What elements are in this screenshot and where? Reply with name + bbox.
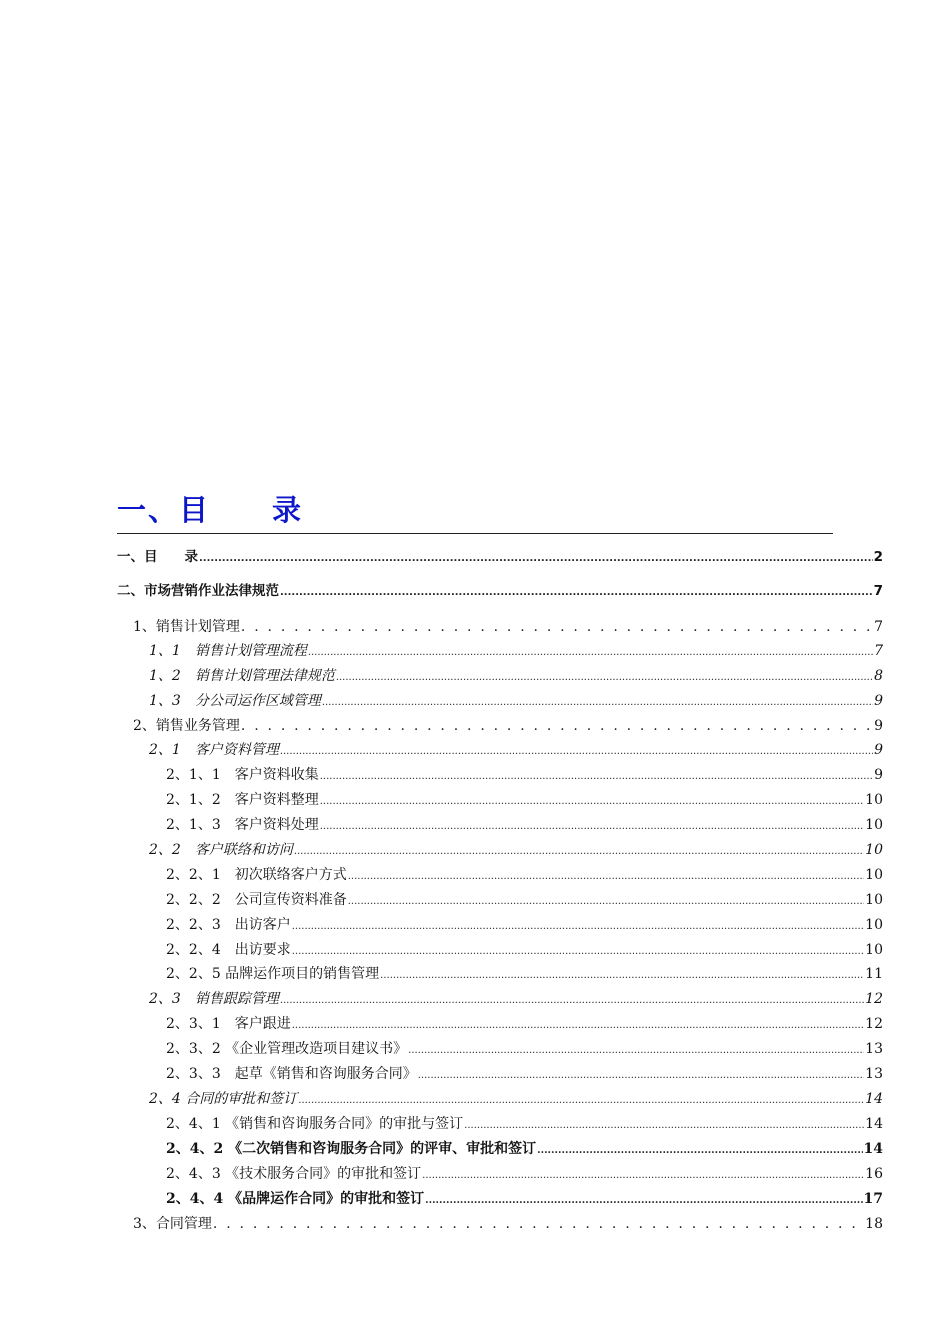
toc-entry[interactable]	[166, 1063, 883, 1085]
toc-entry[interactable]	[166, 789, 883, 811]
toc-entry[interactable]	[166, 764, 883, 786]
toc-entry-page: 7	[873, 583, 883, 599]
toc-entry-page: 14	[865, 1091, 883, 1107]
toc-leader	[241, 715, 873, 737]
toc-entry-page: 9	[874, 767, 883, 783]
toc-leader	[418, 1065, 864, 1087]
toc-entry-label: 2、3、1 客户跟进	[166, 1016, 291, 1032]
toc-entry-label: 2、2、1 初次联络客户方式	[166, 867, 347, 883]
toc-leader	[292, 1015, 864, 1037]
toc-leader	[294, 841, 864, 863]
toc-leader	[280, 990, 864, 1012]
toc-leader	[298, 1090, 864, 1112]
toc-entry-label: 2、4 合同的审批和签订	[149, 1091, 298, 1107]
toc-entry-page: 10	[865, 917, 883, 933]
toc-leader	[199, 548, 873, 570]
toc-entry-label: 2、3、2 《企业管理改造项目建议书》	[166, 1041, 408, 1057]
toc-entry[interactable]	[149, 665, 883, 687]
toc-entry-page: 13	[865, 1041, 883, 1057]
toc-entry-label: 2、销售业务管理	[133, 718, 240, 734]
toc-leader	[292, 941, 864, 963]
toc-entry[interactable]	[166, 889, 883, 911]
toc-leader	[280, 582, 873, 604]
toc-entry-label: 2、2 客户联络和访问	[149, 842, 293, 858]
toc-entry-label: 2、4、4 《品牌运作合同》的审批和签订	[166, 1191, 425, 1207]
toc-entry-label: 2、3、3 起草《销售和咨询服务合同》	[166, 1066, 417, 1082]
toc-leader	[348, 866, 864, 888]
toc-leader	[308, 642, 873, 664]
toc-entry-label: 二、市场营销作业法律规范	[117, 583, 279, 599]
toc-entry-page: 7	[874, 619, 883, 635]
toc-entry-page: 8	[874, 668, 883, 684]
toc-entry-page: 13	[865, 1066, 883, 1082]
toc-entry[interactable]	[166, 1188, 883, 1210]
toc-entry-label: 2、2、4 出访要求	[166, 942, 291, 958]
toc-entry-label: 2、1 客户资料管理	[149, 742, 279, 758]
toc-entry[interactable]	[166, 939, 883, 961]
toc-entry[interactable]	[166, 864, 883, 886]
toc-entry-label: 2、3 销售跟踪管理	[149, 991, 279, 1007]
toc-leader	[336, 667, 873, 689]
toc-entry[interactable]	[149, 988, 883, 1010]
toc-entry-page: 9	[874, 693, 883, 709]
toc-entry-label: 3、合同管理	[133, 1216, 212, 1232]
toc-entry-page: 10	[865, 842, 883, 858]
toc-entry-label: 2、1、1 客户资料收集	[166, 767, 319, 783]
toc-entry-page: 12	[865, 1016, 883, 1032]
toc-entry-page: 11	[865, 966, 883, 982]
toc-leader	[464, 1115, 864, 1137]
toc-entry[interactable]	[117, 546, 883, 568]
toc-leader	[280, 741, 873, 763]
toc-entry-label: 2、4、1 《销售和咨询服务合同》的审批与签订	[166, 1116, 464, 1132]
toc-leader	[537, 1140, 862, 1162]
toc-entry-label: 2、4、2 《二次销售和咨询服务合同》的评审、审批和签订	[166, 1141, 537, 1157]
toc-entry-label: 2、1、2 客户资料整理	[166, 792, 319, 808]
toc-leader	[213, 1213, 864, 1235]
toc-entry-label: 1、1 销售计划管理流程	[149, 643, 307, 659]
toc-leader	[348, 891, 864, 913]
toc-leader	[320, 791, 864, 813]
toc-entry[interactable]	[133, 616, 883, 638]
toc-entry-page: 17	[863, 1191, 883, 1207]
toc-entry-page: 14	[863, 1141, 883, 1157]
toc-leader	[408, 1040, 864, 1062]
toc-entry[interactable]	[166, 1138, 883, 1160]
toc-leader	[380, 965, 864, 987]
toc-entry[interactable]	[166, 914, 883, 936]
toc-entry-page: 10	[865, 867, 883, 883]
toc-entry-page: 16	[865, 1166, 883, 1182]
toc-entry-page: 9	[874, 718, 883, 734]
toc-leader	[422, 1165, 864, 1187]
toc-entry-page: 12	[865, 991, 883, 1007]
toc-entry-page: 2	[873, 549, 883, 565]
toc-entry-label: 2、2、5 品牌运作项目的销售管理	[166, 966, 380, 982]
toc-entry-label: 2、4、3 《技术服务合同》的审批和签订	[166, 1166, 422, 1182]
toc-entry[interactable]	[166, 814, 883, 836]
toc-entry-page: 10	[865, 892, 883, 908]
toc-entry-label: 2、2、2 公司宣传资料准备	[166, 892, 347, 908]
toc-leader	[425, 1190, 862, 1212]
page-title: 一、目 录	[117, 493, 304, 527]
toc-entry[interactable]	[149, 839, 883, 861]
toc-entry-label: 2、1、3 客户资料处理	[166, 817, 319, 833]
toc-entry-page: 10	[865, 817, 883, 833]
toc-entry-page: 18	[865, 1216, 883, 1232]
toc-entry[interactable]	[133, 1213, 883, 1235]
toc-entry-page: 9	[874, 742, 883, 758]
toc-entry[interactable]	[149, 739, 883, 761]
toc-entry-page: 14	[865, 1116, 883, 1132]
toc-entry[interactable]	[149, 1088, 883, 1110]
toc-entry[interactable]	[133, 715, 883, 737]
toc-entry[interactable]	[149, 690, 883, 712]
toc-leader	[320, 816, 864, 838]
toc-entry[interactable]	[149, 640, 883, 662]
toc-entry[interactable]	[166, 1163, 883, 1185]
toc-entry[interactable]	[166, 1013, 883, 1035]
toc-entry-label: 2、2、3 出访客户	[166, 917, 291, 933]
toc-entry-label: 1、2 销售计划管理法律规范	[149, 668, 335, 684]
toc-leader	[320, 766, 873, 788]
toc-leader	[292, 916, 864, 938]
toc-entry-label: 1、销售计划管理	[133, 619, 240, 635]
toc-entry[interactable]	[166, 1038, 883, 1060]
toc-entry-label: 一、目 录	[117, 549, 198, 565]
toc-leader	[322, 692, 873, 714]
toc-entry-page: 10	[865, 792, 883, 808]
toc-entry-page: 10	[865, 942, 883, 958]
toc-entry-label: 1、3 分公司运作区域管理	[149, 693, 321, 709]
toc-entry[interactable]	[166, 963, 883, 985]
toc-entry[interactable]	[166, 1113, 883, 1135]
toc-leader	[241, 616, 873, 638]
toc-entry[interactable]	[117, 580, 883, 602]
toc-entry-page: 7	[874, 643, 883, 659]
